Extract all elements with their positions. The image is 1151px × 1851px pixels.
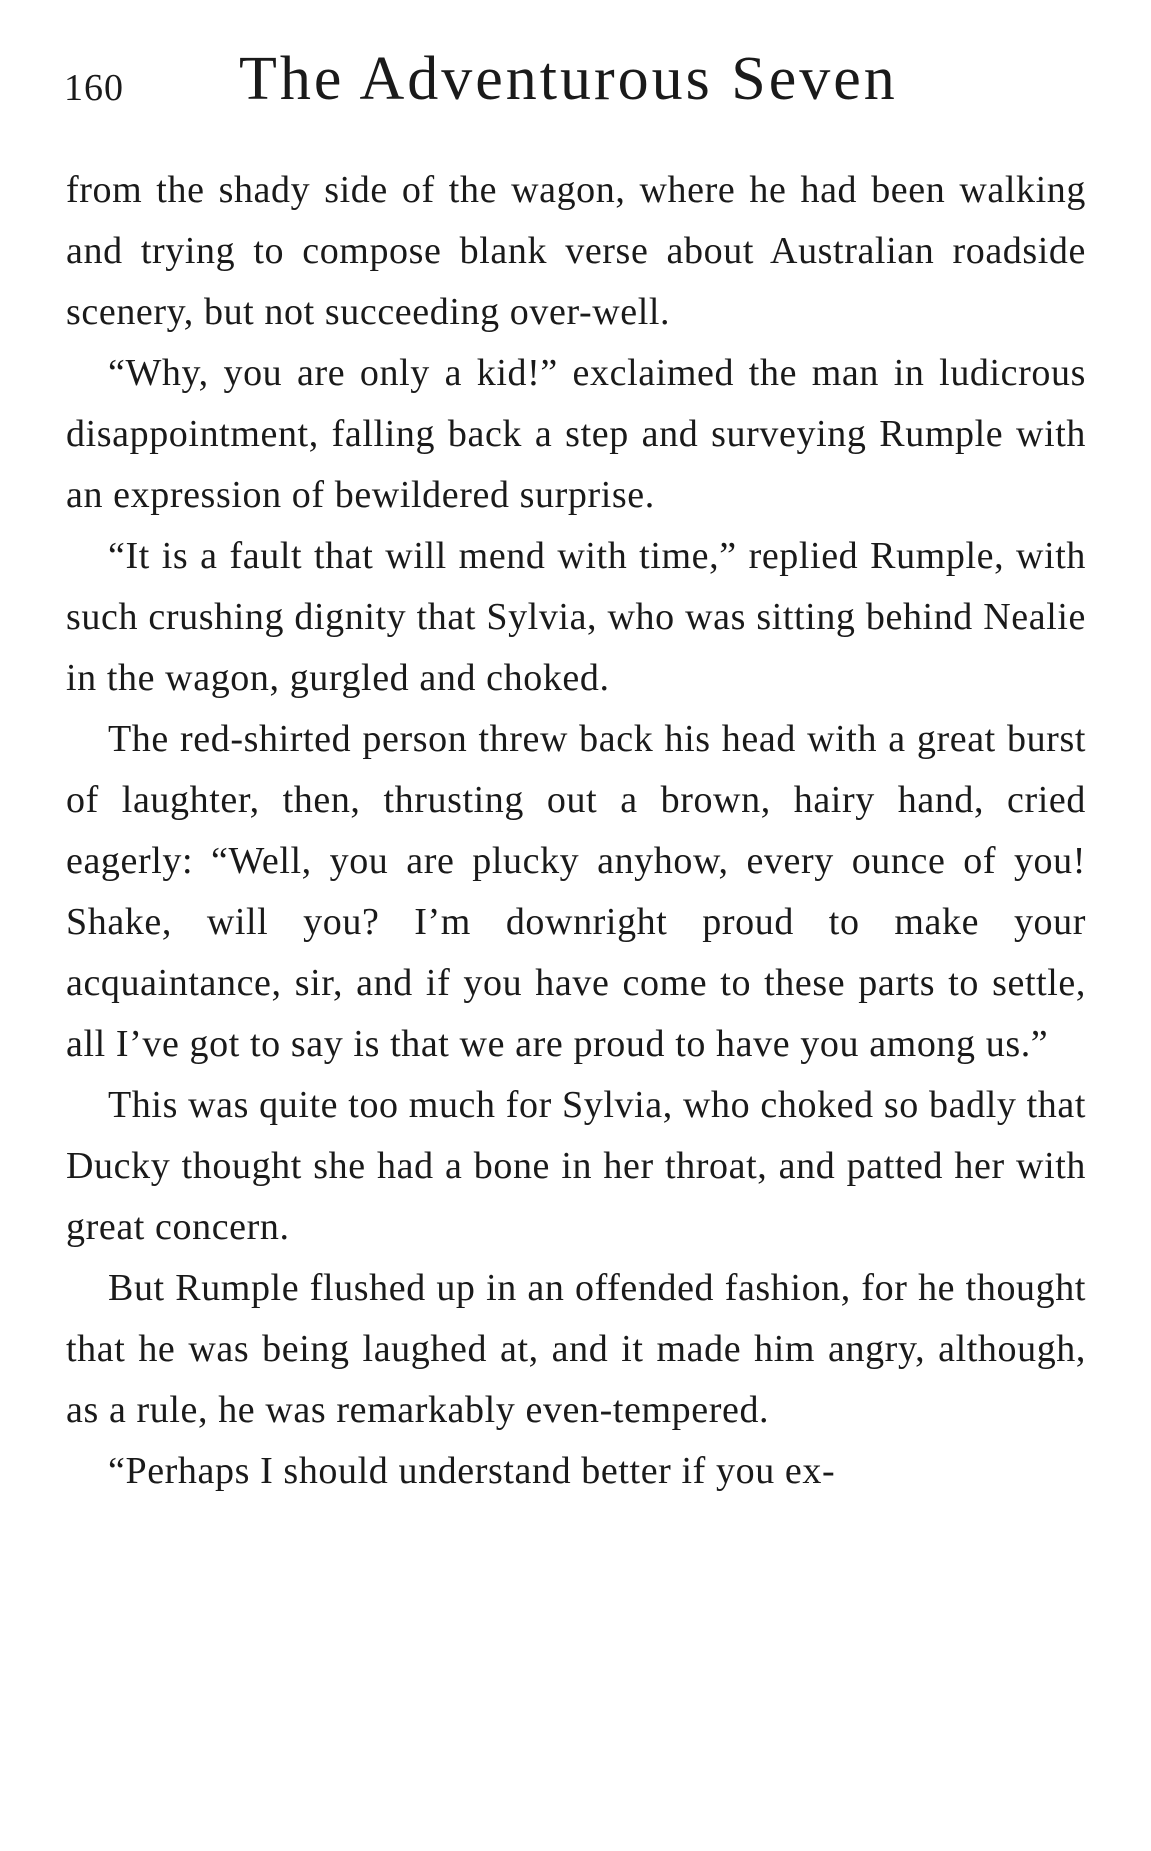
paragraph: “It is a fault that will mend with time,” replied Rumple, with such crushing dignity that Sylvia, who was sitting behind Nealie in the wagon, gurgled and choked.	[66, 535, 1086, 699]
body-text	[66, 160, 1086, 1502]
paragraph: “Perhaps I should understand better if you ex-	[108, 1450, 836, 1492]
page-header	[64, 44, 1094, 134]
running-title: The Adventurous Seven	[239, 45, 898, 113]
page-number: 160	[64, 67, 124, 109]
paragraph-continuation: from the shady side of the wagon, where he had been walking and trying to compose blank verse about Australian roadside scenery, but not succeeding over-well.	[66, 169, 1086, 333]
paragraph: This was quite too much for Sylvia, who choked so badly that Ducky thought she had a bone in her throat, and patted her with great concern.	[66, 1084, 1086, 1248]
paragraph: The red-shirted person threw back his head with a great burst of laughter, then, thrusting out a brown, hairy hand, cried eagerly: “Well, you are plucky anyhow, every ounce of you! Shake, will you? I’m downright proud to make your acquaintance, sir, and if you have come to these parts to settle, all I’ve got to say is that we are proud to have you among us.”	[66, 718, 1086, 1065]
paragraph: “Why, you are only a kid!” exclaimed the man in ludicrous disappointment, falling back a step and surveying Rumple with an expression of bewildered surprise.	[66, 352, 1086, 516]
paragraph: But Rumple flushed up in an offended fashion, for he thought that he was being laughed at, and it made him angry, although, as a rule, he was remarkably even-tempered.	[66, 1267, 1086, 1431]
